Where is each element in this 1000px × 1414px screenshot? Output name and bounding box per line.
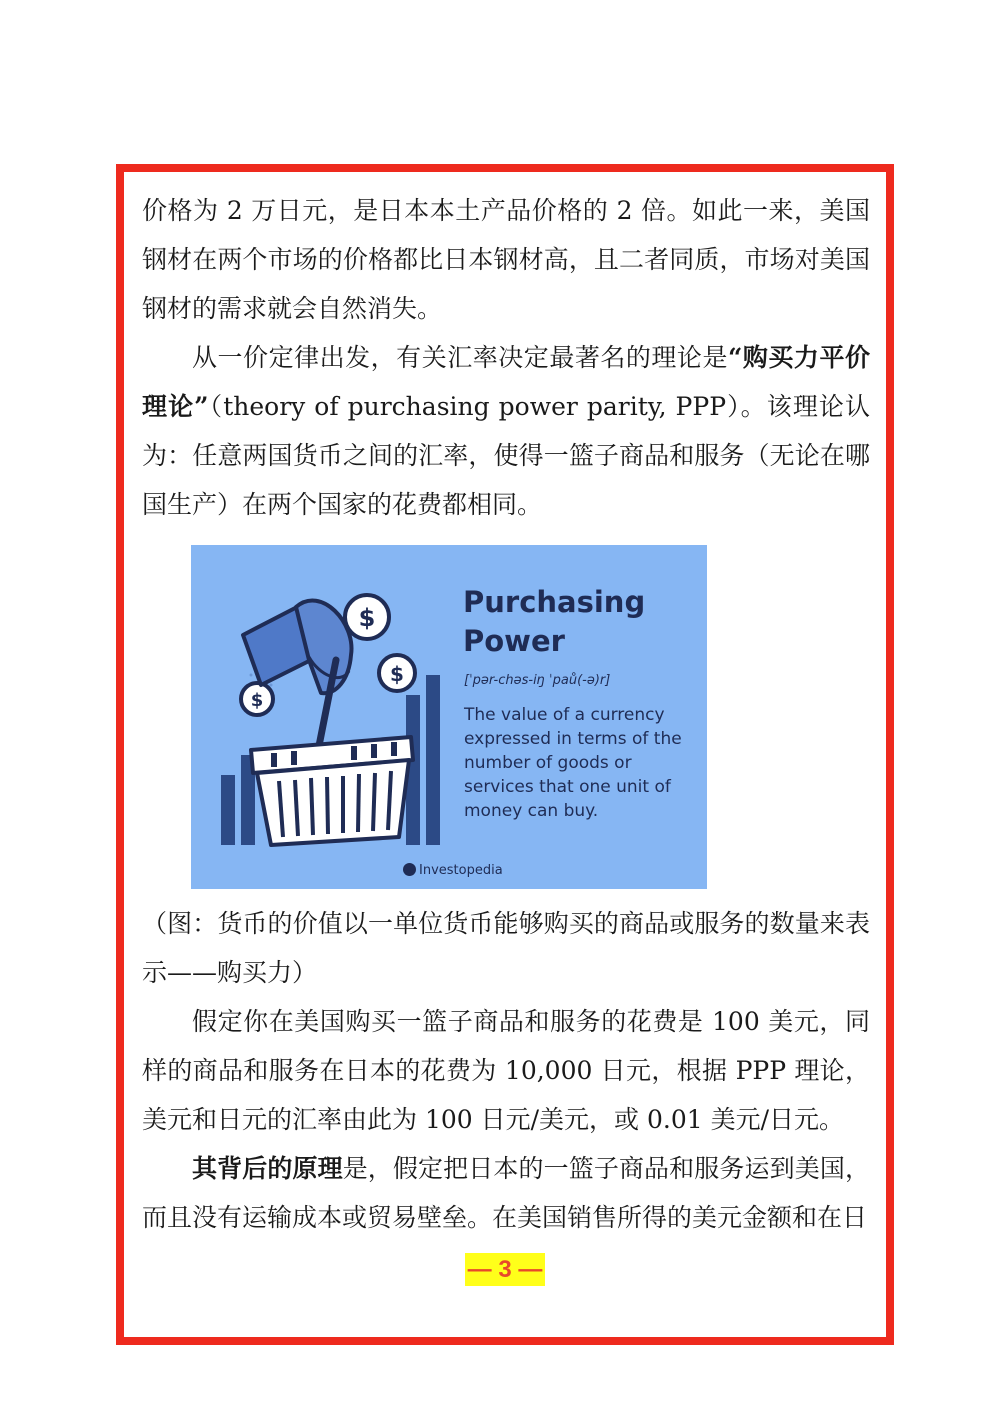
paragraph-1: 价格为 2 万日元，是日本本土产品价格的 2 倍。如此一来，美国钢材在两个市场的价格都比日本钢材高，且二者同质，市场对美国钢材的需求就会自然消失。 (142, 196, 870, 323)
figure-title-line-1: Purchasing (463, 585, 646, 619)
figure-caption: （图：货币的价值以一单位货币能够购买的商品或服务的数量来表示——购买力） (142, 909, 870, 987)
page-number: — 3 — (465, 1253, 545, 1286)
paragraph-2 (142, 333, 870, 529)
dollar-coin-icon (241, 683, 273, 715)
figure-definition: The value of a currency expressed in terms of the number of goods or services that one unit of money can buy. (464, 705, 682, 821)
svg-text:$: $ (250, 690, 264, 711)
page-content (142, 186, 870, 1242)
ppp-term: “购买力平价理论” (142, 343, 870, 421)
figure-title-line-2: Power (463, 624, 565, 658)
principle-term: 其背后的原理 (192, 1154, 343, 1183)
paragraph-2-prefix: 从一价定律出发，有关汇率决定最著名的理论是 (192, 343, 728, 372)
figure-title (463, 583, 645, 661)
dollar-coin-icon (345, 595, 389, 639)
purchasing-power-illustration (191, 545, 707, 889)
dollar-coin-icon (379, 655, 415, 691)
svg-text:$: $ (358, 604, 376, 632)
shopping-basket-icon (251, 737, 413, 845)
figure-phonetic: [ˈpər-chəs-iŋ ˈpaů(-ə)r] (464, 673, 611, 688)
page-frame (116, 164, 894, 1345)
paragraph-2-suffix: （theory of purchasing power parity, PPP）。该理论认为：任意两国货币之间的汇率，使得一篮子商品和服务（无论在哪国生产）在两个国家的花费都相同。 (142, 392, 870, 519)
paragraph-4 (142, 1144, 870, 1242)
figure-brand-label: Investopedia (419, 863, 503, 878)
paragraph-4-suffix: 是，假定把日本的一篮子商品和服务运到美国，而且没有运输成本或贸易壁垒。在美国销售所得的美元金额和在日 (142, 1154, 870, 1232)
figure-brand (403, 863, 503, 878)
svg-text:$: $ (390, 662, 404, 686)
paragraph-3: 假定你在美国购买一篮子商品和服务的花费是 100 美元，同样的商品和服务在日本的花费为 10,000 日元，根据 PPP 理论，美元和日元的汇率由此为 100 日元/美元，或 0.01 美元/日元。 (142, 1007, 870, 1134)
investopedia-logo-icon (403, 863, 416, 876)
